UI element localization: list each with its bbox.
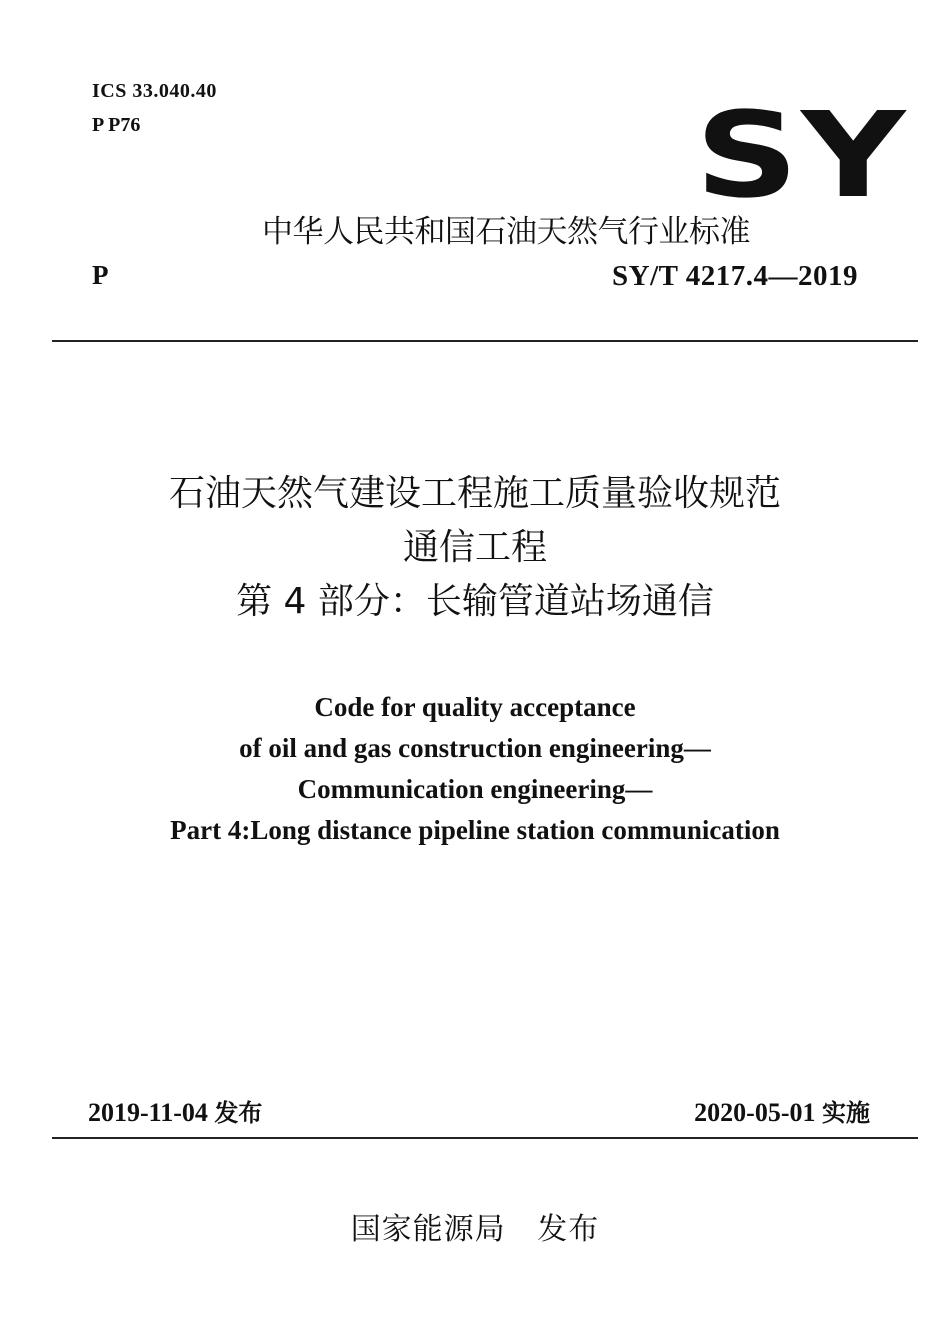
issue-date: 2019-11-04 bbox=[88, 1098, 208, 1127]
issue-label: 发布 bbox=[214, 1099, 263, 1127]
implement-date: 2020-05-01 bbox=[694, 1098, 816, 1127]
publisher-name: 国家能源局 bbox=[350, 1212, 506, 1247]
industry-standard-heading: 中华人民共和国石油天然气行业标准 bbox=[262, 214, 750, 250]
ics-code: ICS 33.040.40 bbox=[92, 80, 217, 102]
english-title-line-2: of oil and gas construction engineering— bbox=[239, 733, 711, 763]
chinese-title-line-2: 通信工程 bbox=[402, 527, 547, 568]
classification-code: P P76 bbox=[92, 114, 141, 136]
chinese-title-line-3: 第 4 部分：长输管道站场通信 bbox=[236, 581, 714, 622]
english-title-line-1: Code for quality acceptance bbox=[314, 692, 636, 722]
chinese-title-line-1: 石油天然气建设工程施工质量验收规范 bbox=[168, 473, 781, 514]
category-letter: P bbox=[92, 260, 109, 290]
implement-label: 实施 bbox=[822, 1099, 870, 1127]
publisher-line bbox=[0, 1204, 950, 1248]
publish-label: 发布 bbox=[537, 1212, 600, 1247]
english-title-line-3: Communication engineering— bbox=[297, 774, 653, 804]
issue-date-block bbox=[88, 1093, 262, 1128]
implement-date-block bbox=[694, 1093, 870, 1128]
standard-number: SY/T 4217.4—2019 bbox=[612, 260, 858, 292]
top-divider bbox=[52, 340, 918, 342]
sy-logo: SY bbox=[695, 86, 908, 224]
bottom-divider bbox=[52, 1137, 918, 1139]
english-title-line-4: Part 4:Long distance pipeline station communication bbox=[170, 815, 780, 845]
